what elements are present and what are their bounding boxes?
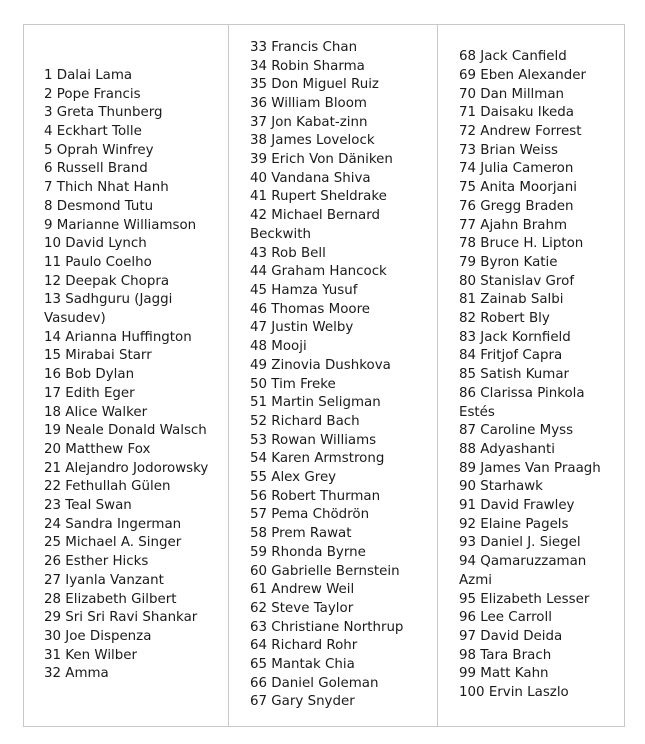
list-item: 98 Tara Brach <box>459 647 552 663</box>
list-item: 41 Rupert Sheldrake <box>250 189 387 205</box>
list-item: 85 Satish Kumar <box>459 367 570 383</box>
list-item: 78 Bruce H. Lipton <box>459 236 584 252</box>
list-item: 49 Zinovia Dushkova <box>250 357 391 373</box>
list-item: 75 Anita Moorjani <box>459 180 577 196</box>
list-item: 14 Arianna Huffington <box>44 329 192 345</box>
list-item: 13 Sadhguru (Jaggi Vasudev) <box>44 292 173 327</box>
list-item: 2 Pope Francis <box>44 86 141 102</box>
list-item: 53 Rowan Williams <box>250 432 377 448</box>
list-item: 44 Graham Hancock <box>250 264 387 280</box>
list-item: 5 Oprah Winfrey <box>44 142 154 158</box>
list-item: 55 Alex Grey <box>250 470 337 486</box>
list-item: 62 Steve Taylor <box>250 600 354 616</box>
list-item: 94 Qamaruzzaman Azmi <box>459 554 587 588</box>
list-item: 29 Sri Sri Ravi Shankar <box>44 610 198 626</box>
list-item: 43 Rob Bell <box>250 245 326 261</box>
list-item: 17 Edith Eger <box>44 385 135 401</box>
list-item: 96 Lee Carroll <box>459 610 552 626</box>
list-item: 65 Mantak Chia <box>250 657 355 673</box>
list-item: 1 Dalai Lama <box>44 67 133 83</box>
list-item: 73 Brian Weiss <box>459 142 559 158</box>
list-item: 24 Sandra Ingerman <box>44 516 182 532</box>
list-item: 45 Hamza Yusuf <box>250 282 358 298</box>
list-item: 72 Andrew Forrest <box>459 124 582 139</box>
list-item: 64 Richard Rohr <box>250 638 358 654</box>
list-column-2 <box>229 25 438 726</box>
list-item: 10 David Lynch <box>44 236 147 252</box>
list-item: 59 Rhonda Byrne <box>250 544 366 560</box>
list-item: 26 Esther Hicks <box>44 554 149 570</box>
list-item: 50 Tim Freke <box>250 376 336 392</box>
list-item: 82 Robert Bly <box>459 311 550 327</box>
list-item: 20 Matthew Fox <box>44 441 151 457</box>
list-item: 36 William Bloom <box>250 95 367 111</box>
list-item: 39 Erich Von Däniken <box>250 152 393 168</box>
list-item: 95 Elizabeth Lesser <box>459 591 590 607</box>
list-item: 92 Elaine Pagels <box>459 516 569 532</box>
list-item: 37 Jon Kabat-zinn <box>250 114 368 130</box>
list-item: 40 Vandana Shiva <box>250 170 371 186</box>
list-item: 12 Deepak Chopra <box>44 273 170 289</box>
list-item: 56 Robert Thurman <box>250 488 381 504</box>
list-item: 8 Desmond Tutu <box>44 198 154 214</box>
list-item: 6 Russell Brand <box>44 161 148 177</box>
list-item: 42 Michael Bernard Beckwith <box>250 208 380 242</box>
list-item: 52 Richard Bach <box>250 413 360 429</box>
list-column-3 <box>438 25 624 726</box>
list-item: 23 Teal Swan <box>44 498 132 514</box>
list-item: 83 Jack Kornfield <box>459 329 571 345</box>
list-item: 58 Prem Rawat <box>250 526 352 542</box>
list-item: 35 Don Miguel Ruiz <box>250 77 379 93</box>
list-item: 3 Greta Thunberg <box>44 105 163 121</box>
list-item: 48 Mooji <box>250 339 307 355</box>
list-item: 68 Jack Canfield <box>459 49 567 65</box>
list-item: 84 Fritjof Capra <box>459 348 563 364</box>
list-item: 21 Alejandro Jodorowsky <box>44 460 209 476</box>
list-item: 9 Marianne Williamson <box>44 217 197 233</box>
list-item: 90 Starhawk <box>459 479 543 495</box>
list-item: 77 Ajahn Brahm <box>459 217 568 233</box>
list-item: 99 Matt Kahn <box>459 666 549 682</box>
list-item: 32 Amma <box>44 666 109 682</box>
list-item: 57 Pema Chödrön <box>250 507 370 523</box>
list-item: 81 Zainab Salbi <box>459 292 564 308</box>
list-item: 74 Julia Cameron <box>459 161 574 177</box>
list-item: 93 Daniel J. Siegel <box>459 535 581 551</box>
list-item: 97 David Deida <box>459 628 563 644</box>
list-item: 18 Alice Walker <box>44 404 148 420</box>
list-item: 19 Neale Donald Walsch <box>44 423 207 439</box>
list-item: 54 Karen Armstrong <box>250 451 385 467</box>
list-item: 31 Ken Wilber <box>44 647 138 663</box>
list-item: 60 Gabrielle Bernstein <box>250 563 400 579</box>
list-item: 89 James Van Praagh <box>459 460 601 476</box>
list-item: 88 Adyashanti <box>459 441 555 457</box>
list-item: 34 Robin Sharma <box>250 58 365 74</box>
list-item: 100 Ervin Laszlo <box>459 685 569 701</box>
list-item: 7 Thich Nhat Hanh <box>44 180 169 196</box>
list-item: 76 Gregg Braden <box>459 198 574 214</box>
list-item: 38 James Lovelock <box>250 133 375 149</box>
list-item: 46 Thomas Moore <box>250 301 371 317</box>
list-item: 80 Stanislav Grof <box>459 273 575 289</box>
list-column-1 <box>24 25 229 726</box>
list-item: 11 Paulo Coelho <box>44 254 152 270</box>
list-item: 67 Gary Snyder <box>250 694 355 710</box>
list-item: 69 Eben Alexander <box>459 67 586 83</box>
list-item: 47 Justin Welby <box>250 320 354 336</box>
list-item: 91 David Frawley <box>459 498 575 514</box>
list-item: 71 Daisaku Ikeda <box>459 105 574 121</box>
list-item: 15 Mirabai Starr <box>44 348 152 364</box>
list-item: 51 Martin Seligman <box>250 395 381 411</box>
list-item: 87 Caroline Myss <box>459 423 574 439</box>
list-item: 22 Fethullah Gülen <box>44 479 171 495</box>
list-item: 86 Clarissa Pinkola Estés <box>459 385 585 420</box>
ranked-list-table <box>23 24 625 727</box>
list-item: 25 Michael A. Singer <box>44 535 182 551</box>
list-item: 33 Francis Chan <box>250 39 358 55</box>
list-item: 63 Christiane Northrup <box>250 619 404 635</box>
list-item: 30 Joe Dispenza <box>44 628 152 644</box>
list-item: 79 Byron Katie <box>459 254 558 270</box>
list-item: 28 Elizabeth Gilbert <box>44 591 177 607</box>
list-item: 66 Daniel Goleman <box>250 675 379 691</box>
list-item: 61 Andrew Weil <box>250 582 355 598</box>
list-item: 4 Eckhart Tolle <box>44 124 142 139</box>
list-item: 27 Iyanla Vanzant <box>44 572 164 588</box>
list-item: 16 Bob Dylan <box>44 367 135 383</box>
list-item: 70 Dan Millman <box>459 86 565 102</box>
